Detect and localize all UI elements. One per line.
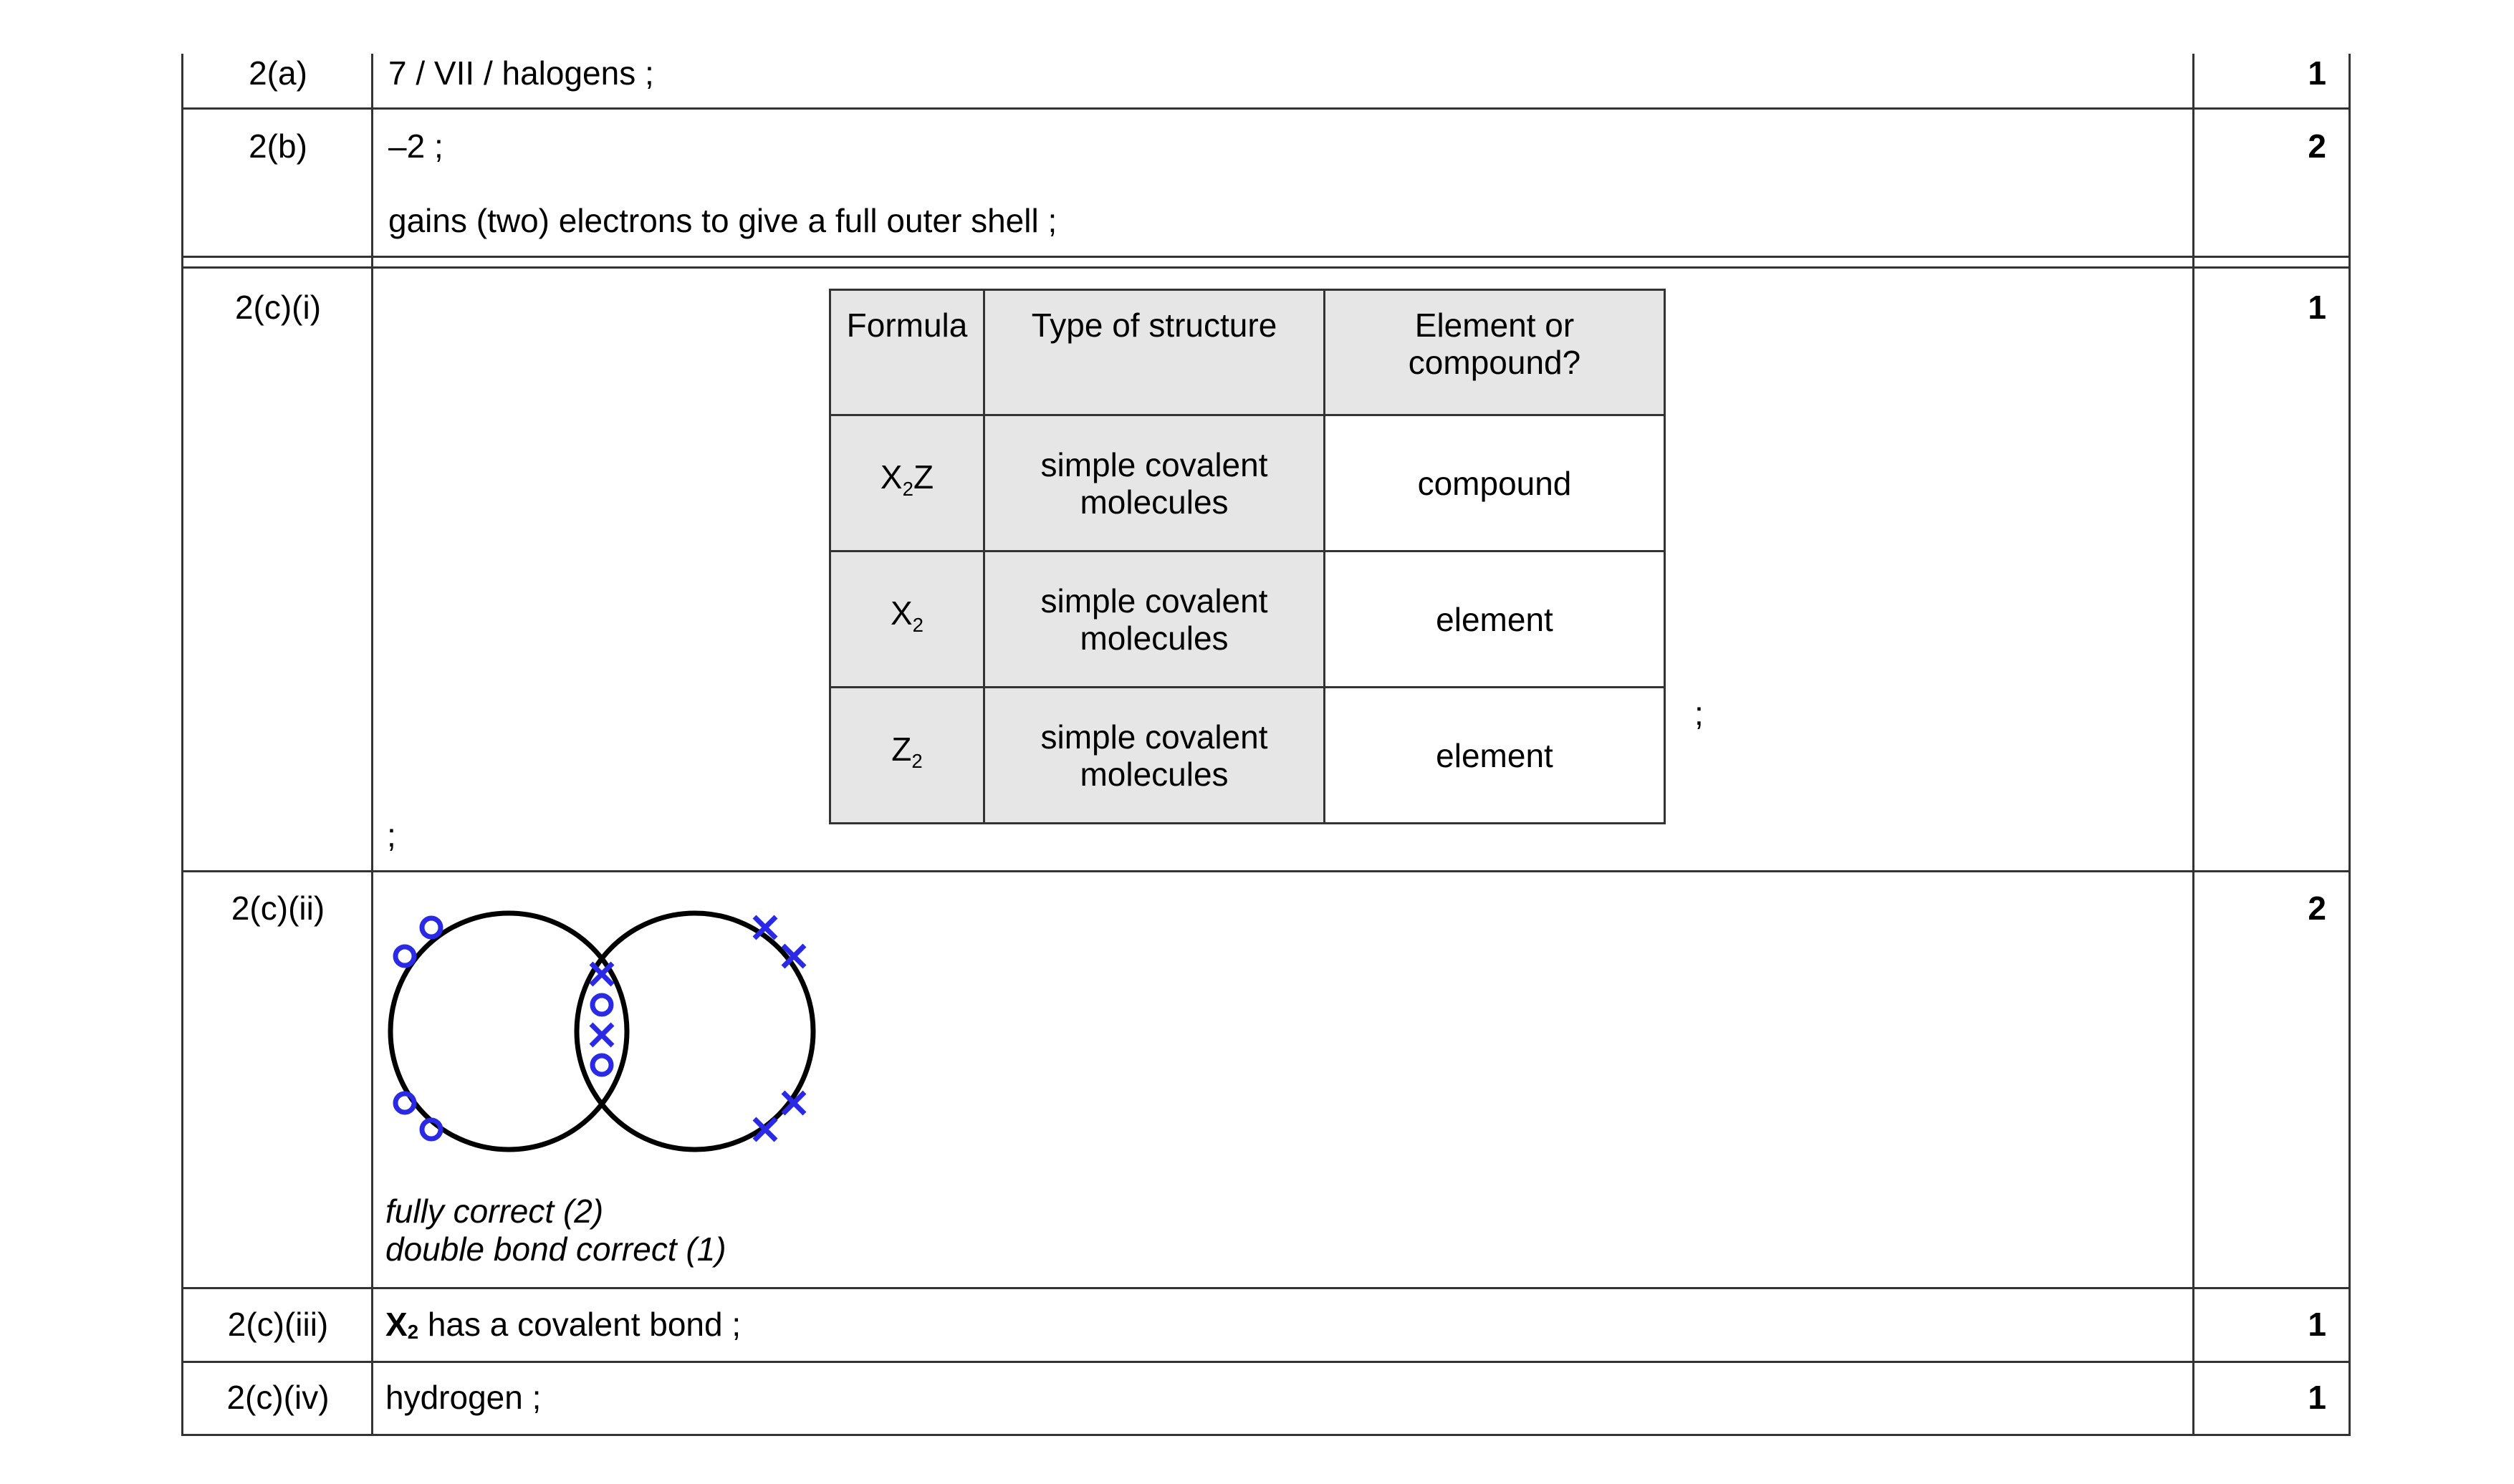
formula-subscript: 2 [902, 478, 913, 501]
structure-table [829, 289, 1666, 824]
column-divider-mark [2192, 54, 2194, 1436]
mark-value: 1 [2308, 1306, 2326, 1343]
semicolon: ; [1694, 695, 1704, 732]
table-border-right [2349, 54, 2351, 1436]
structure-cell [984, 415, 1325, 551]
marking-note: double bond correct (1) [385, 1230, 726, 1268]
row-divider [181, 1287, 2351, 1289]
answer-formula-subscript: 2 [407, 1321, 419, 1344]
question-number: 2(b) [249, 127, 307, 165]
answer-text: –2 ; [388, 127, 443, 165]
electron-left-dot [395, 947, 414, 965]
formula-cell [830, 415, 984, 551]
structure-text: simple covalent molecules [1040, 445, 1268, 521]
column-divider-q [371, 54, 373, 1436]
row-divider [181, 107, 2351, 110]
table-border-left [181, 54, 183, 1436]
row-divider-double-b [181, 266, 2351, 269]
row-divider-double-a [181, 256, 2351, 258]
question-number: 2(a) [249, 54, 307, 92]
marking-note: fully correct (2) [385, 1192, 604, 1230]
table-row [830, 551, 1665, 688]
mark-value: 1 [2308, 1379, 2326, 1416]
formula-cell [830, 688, 984, 824]
dot-cross-diagram [380, 899, 838, 1164]
answer-text [385, 1306, 741, 1351]
question-number: 2(c)(iv) [226, 1379, 330, 1416]
header-element-compound [1325, 290, 1665, 415]
answer-formula-symbol: X [385, 1306, 408, 1343]
shared-electron-dot [592, 996, 611, 1014]
answer-text: hydrogen ; [385, 1379, 542, 1416]
question-number: 2(c)(i) [234, 289, 322, 326]
table-border-bottom [181, 1434, 2351, 1436]
answer-rest: has a covalent bond ; [418, 1306, 742, 1343]
shared-electron-cross [591, 1024, 613, 1046]
table-header-row [830, 290, 1665, 415]
type-cell: element [1325, 688, 1665, 824]
header-structure: Type of structure [984, 290, 1325, 415]
mark-value: 2 [2308, 127, 2326, 165]
structure-text: simple covalent molecules [1040, 718, 1268, 793]
header-element-compound-text: Element or compound? [1408, 307, 1581, 381]
row-divider [181, 870, 2351, 872]
header-formula: Formula [830, 290, 984, 415]
question-number: 2(c)(ii) [231, 890, 325, 927]
type-cell: element [1325, 551, 1665, 688]
formula-cell [830, 551, 984, 688]
formula-symbol: Z [891, 730, 912, 768]
question-number: 2(c)(iii) [227, 1306, 329, 1343]
answer-text: gains (two) electrons to give a full outer shell ; [388, 202, 1057, 239]
structure-cell [984, 551, 1325, 688]
table-row [830, 688, 1665, 824]
formula-symbol: X [890, 594, 913, 632]
answer-text: 7 / VII / halogens ; [388, 54, 654, 92]
structure-text: simple covalent molecules [1040, 582, 1268, 657]
type-cell: compound [1325, 415, 1665, 551]
formula-subscript: 2 [911, 750, 923, 773]
semicolon: ; [387, 816, 396, 854]
mark-value: 1 [2308, 54, 2326, 92]
answer-formula [385, 1306, 418, 1343]
formula-tail: Z [913, 458, 934, 496]
right-atom-shell [577, 913, 813, 1150]
left-atom-shell [390, 913, 627, 1150]
row-divider [181, 1361, 2351, 1363]
formula-symbol: X [880, 458, 903, 496]
electron-left-dot [422, 918, 441, 937]
mark-value: 1 [2308, 289, 2326, 326]
mark-value: 2 [2308, 890, 2326, 927]
structure-cell [984, 688, 1325, 824]
table-row [830, 415, 1665, 551]
shared-electron-dot [592, 1056, 611, 1074]
formula-subscript: 2 [912, 614, 924, 637]
electron-left-dot [395, 1094, 414, 1112]
